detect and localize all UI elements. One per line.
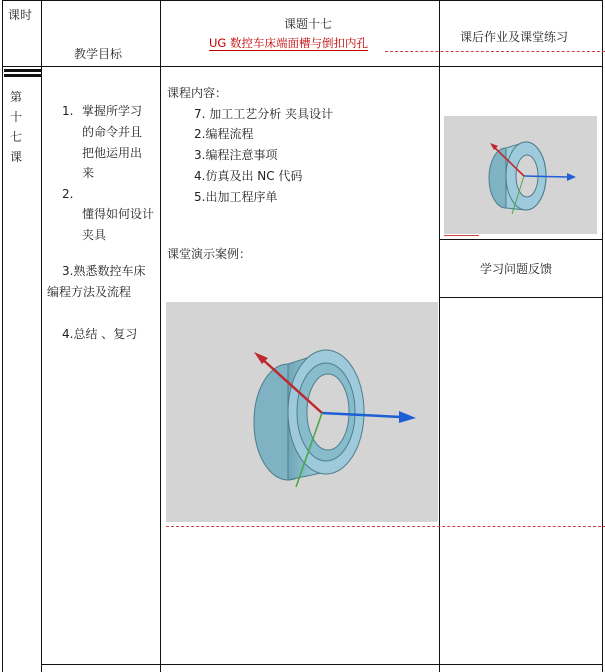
- content-item: 5.出加工程序单: [194, 190, 278, 204]
- demo-dashed-line: [166, 526, 605, 527]
- red-mark: [444, 235, 479, 236]
- right-row-divider-1: [439, 239, 603, 240]
- goal-2-line: 夹具: [82, 228, 107, 242]
- bushing-render: [166, 302, 438, 522]
- goal-1-number: 1.: [62, 104, 74, 118]
- goal-4: 4.总结 、复习: [62, 327, 138, 341]
- right-row-divider-2: [439, 297, 603, 298]
- table-left-border: [2, 0, 3, 672]
- header-bottom-border: [2, 66, 603, 67]
- demo-heading: 课堂演示案例：: [167, 247, 252, 261]
- content-heading: 课程内容：: [167, 86, 228, 100]
- col-divider-3: [439, 0, 440, 672]
- double-rule-left: [4, 69, 41, 72]
- lesson-char: 第: [10, 90, 23, 104]
- header-homework-label: 课后作业及课堂练习: [460, 30, 569, 44]
- homework-part-image: [444, 116, 597, 234]
- bottom-row-line: [41, 664, 603, 665]
- goal-1-line: 来: [82, 166, 95, 180]
- goal-3-line: 3.熟悉数控车床: [62, 264, 146, 278]
- header-goals-label: 教学目标: [74, 47, 123, 61]
- content-item: 7. 加工工艺分析 夹具设计: [194, 107, 334, 121]
- lesson-char: 七: [10, 130, 23, 144]
- header-topic-title: 课题十七: [284, 17, 333, 31]
- subtitle-dashed-line: [385, 51, 605, 52]
- table-right-border: [602, 0, 603, 672]
- goal-1-line: 的命令并且: [82, 125, 143, 139]
- double-rule-left-2: [4, 74, 41, 77]
- header-lesson-label: 课时: [8, 8, 33, 22]
- lesson-char: 十: [10, 110, 23, 124]
- header-topic-subtitle: UG 数控车床端面槽与倒扣内孔: [209, 36, 368, 50]
- table-top-border: [2, 0, 603, 1]
- content-item: 2.编程流程: [194, 127, 254, 141]
- goal-1-line: 掌握所学习: [82, 104, 143, 118]
- goal-2-number: 2.: [62, 187, 74, 201]
- col-divider-2: [160, 0, 161, 672]
- goal-3-line: 编程方法及流程: [47, 285, 132, 299]
- demo-part-image: [166, 302, 438, 522]
- col-divider-1: [41, 0, 42, 672]
- goal-1-line: 把他运用出: [82, 146, 143, 160]
- content-item: 3.编程注意事项: [194, 148, 278, 162]
- bushing-render-small: [444, 116, 597, 234]
- goal-2-line: 懂得如何设计: [82, 207, 155, 221]
- feedback-label: 学习问题反馈: [480, 262, 553, 276]
- content-item: 4.仿真及出 NC 代码: [194, 169, 303, 183]
- lesson-number: [10, 87, 24, 167]
- lesson-char: 课: [10, 150, 23, 164]
